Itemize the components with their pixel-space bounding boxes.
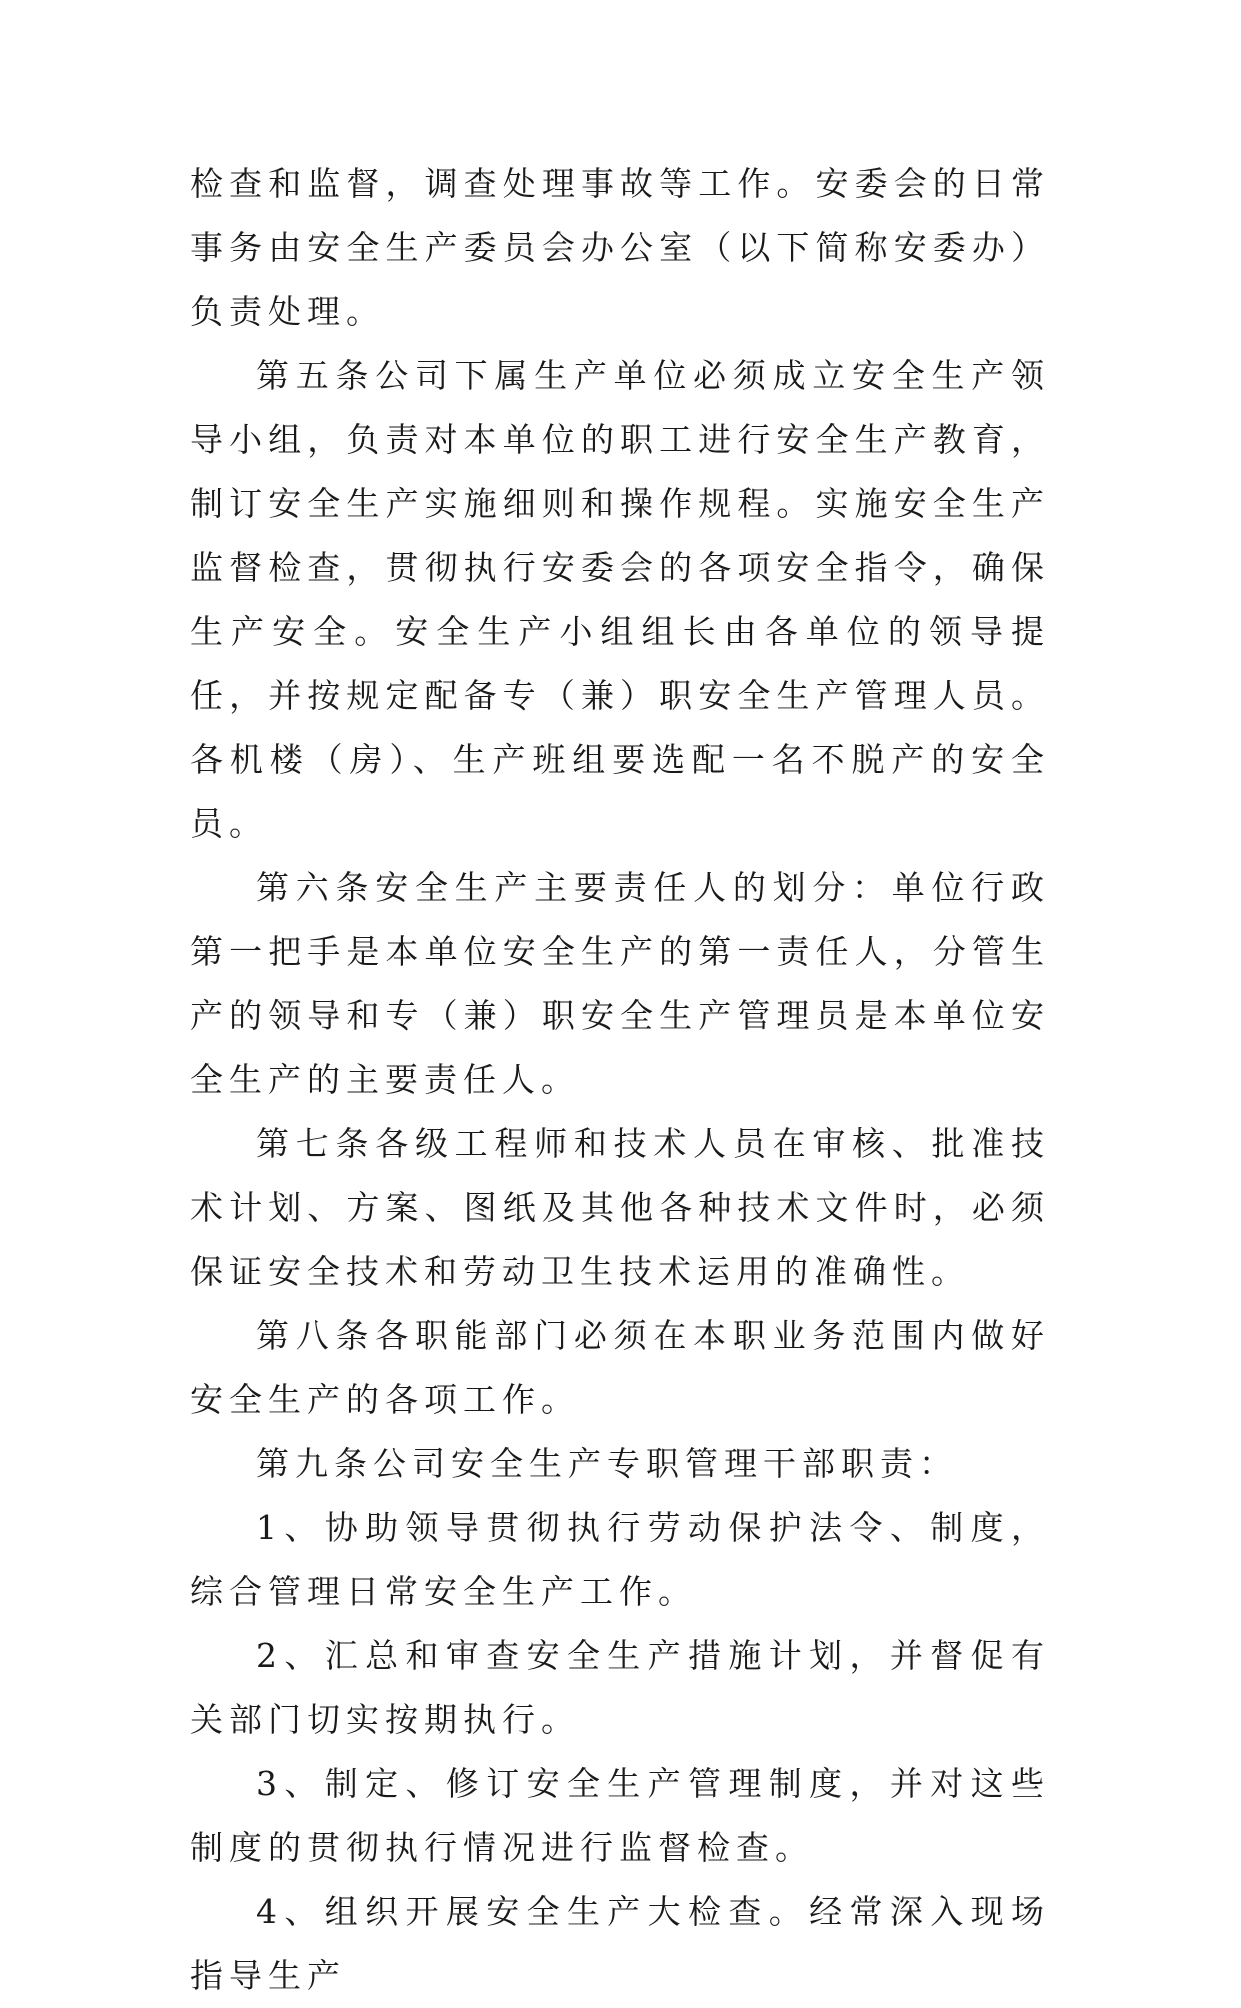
paragraph-item-1: 1、协助领导贯彻执行劳动保护法令、制度，综合管理日常安全生产工作。 [190, 1508, 1050, 1611]
paragraph-item-3: 3、制定、修订安全生产管理制度，并对这些制度的贯彻执行情况进行监督检查。 [190, 1764, 1050, 1867]
paragraph-article-6: 第六条安全生产主要责任人的划分：单位行政第一把手是本单位安全生产的第一责任人，分管生产的领导和专（兼）职安全生产管理员是本单位安全生产的主要责任人。 [190, 868, 1050, 1099]
paragraph-article-7: 第七条各级工程师和技术人员在审核、批准技术计划、方案、图纸及其他各种技术文件时，必须保证安全技术和劳动卫生技术运用的准确性。 [190, 1124, 1050, 1291]
document-body [190, 152, 1050, 2008]
paragraph-continuation: 检查和监督，调查处理事故等工作。安委会的日常事务由安全生产委员会办公室（以下简称安委办）负责处理。 [190, 164, 1050, 331]
paragraph-article-5: 第五条公司下属生产单位必须成立安全生产领导小组，负责对本单位的职工进行安全生产教育，制订安全生产实施细则和操作规程。实施安全生产监督检查，贯彻执行安委会的各项安全指令，确保生产安全。安全生产小组组长由各单位的领导提任，并按规定配备专（兼）职安全生产管理人员。各机楼（房）、生产班组要选配一名不脱产的安全员。 [190, 356, 1050, 843]
paragraph-item-4: 4、组织开展安全生产大检查。经常深入现场指导生产 [190, 1892, 1050, 1995]
paragraph-item-2: 2、汇总和审查安全生产措施计划，并督促有关部门切实按期执行。 [190, 1636, 1050, 1739]
paragraph-article-8: 第八条各职能部门必须在本职业务范围内做好安全生产的各项工作。 [190, 1316, 1050, 1419]
paragraph-article-9: 第九条公司安全生产专职管理干部职责： [256, 1444, 958, 1483]
